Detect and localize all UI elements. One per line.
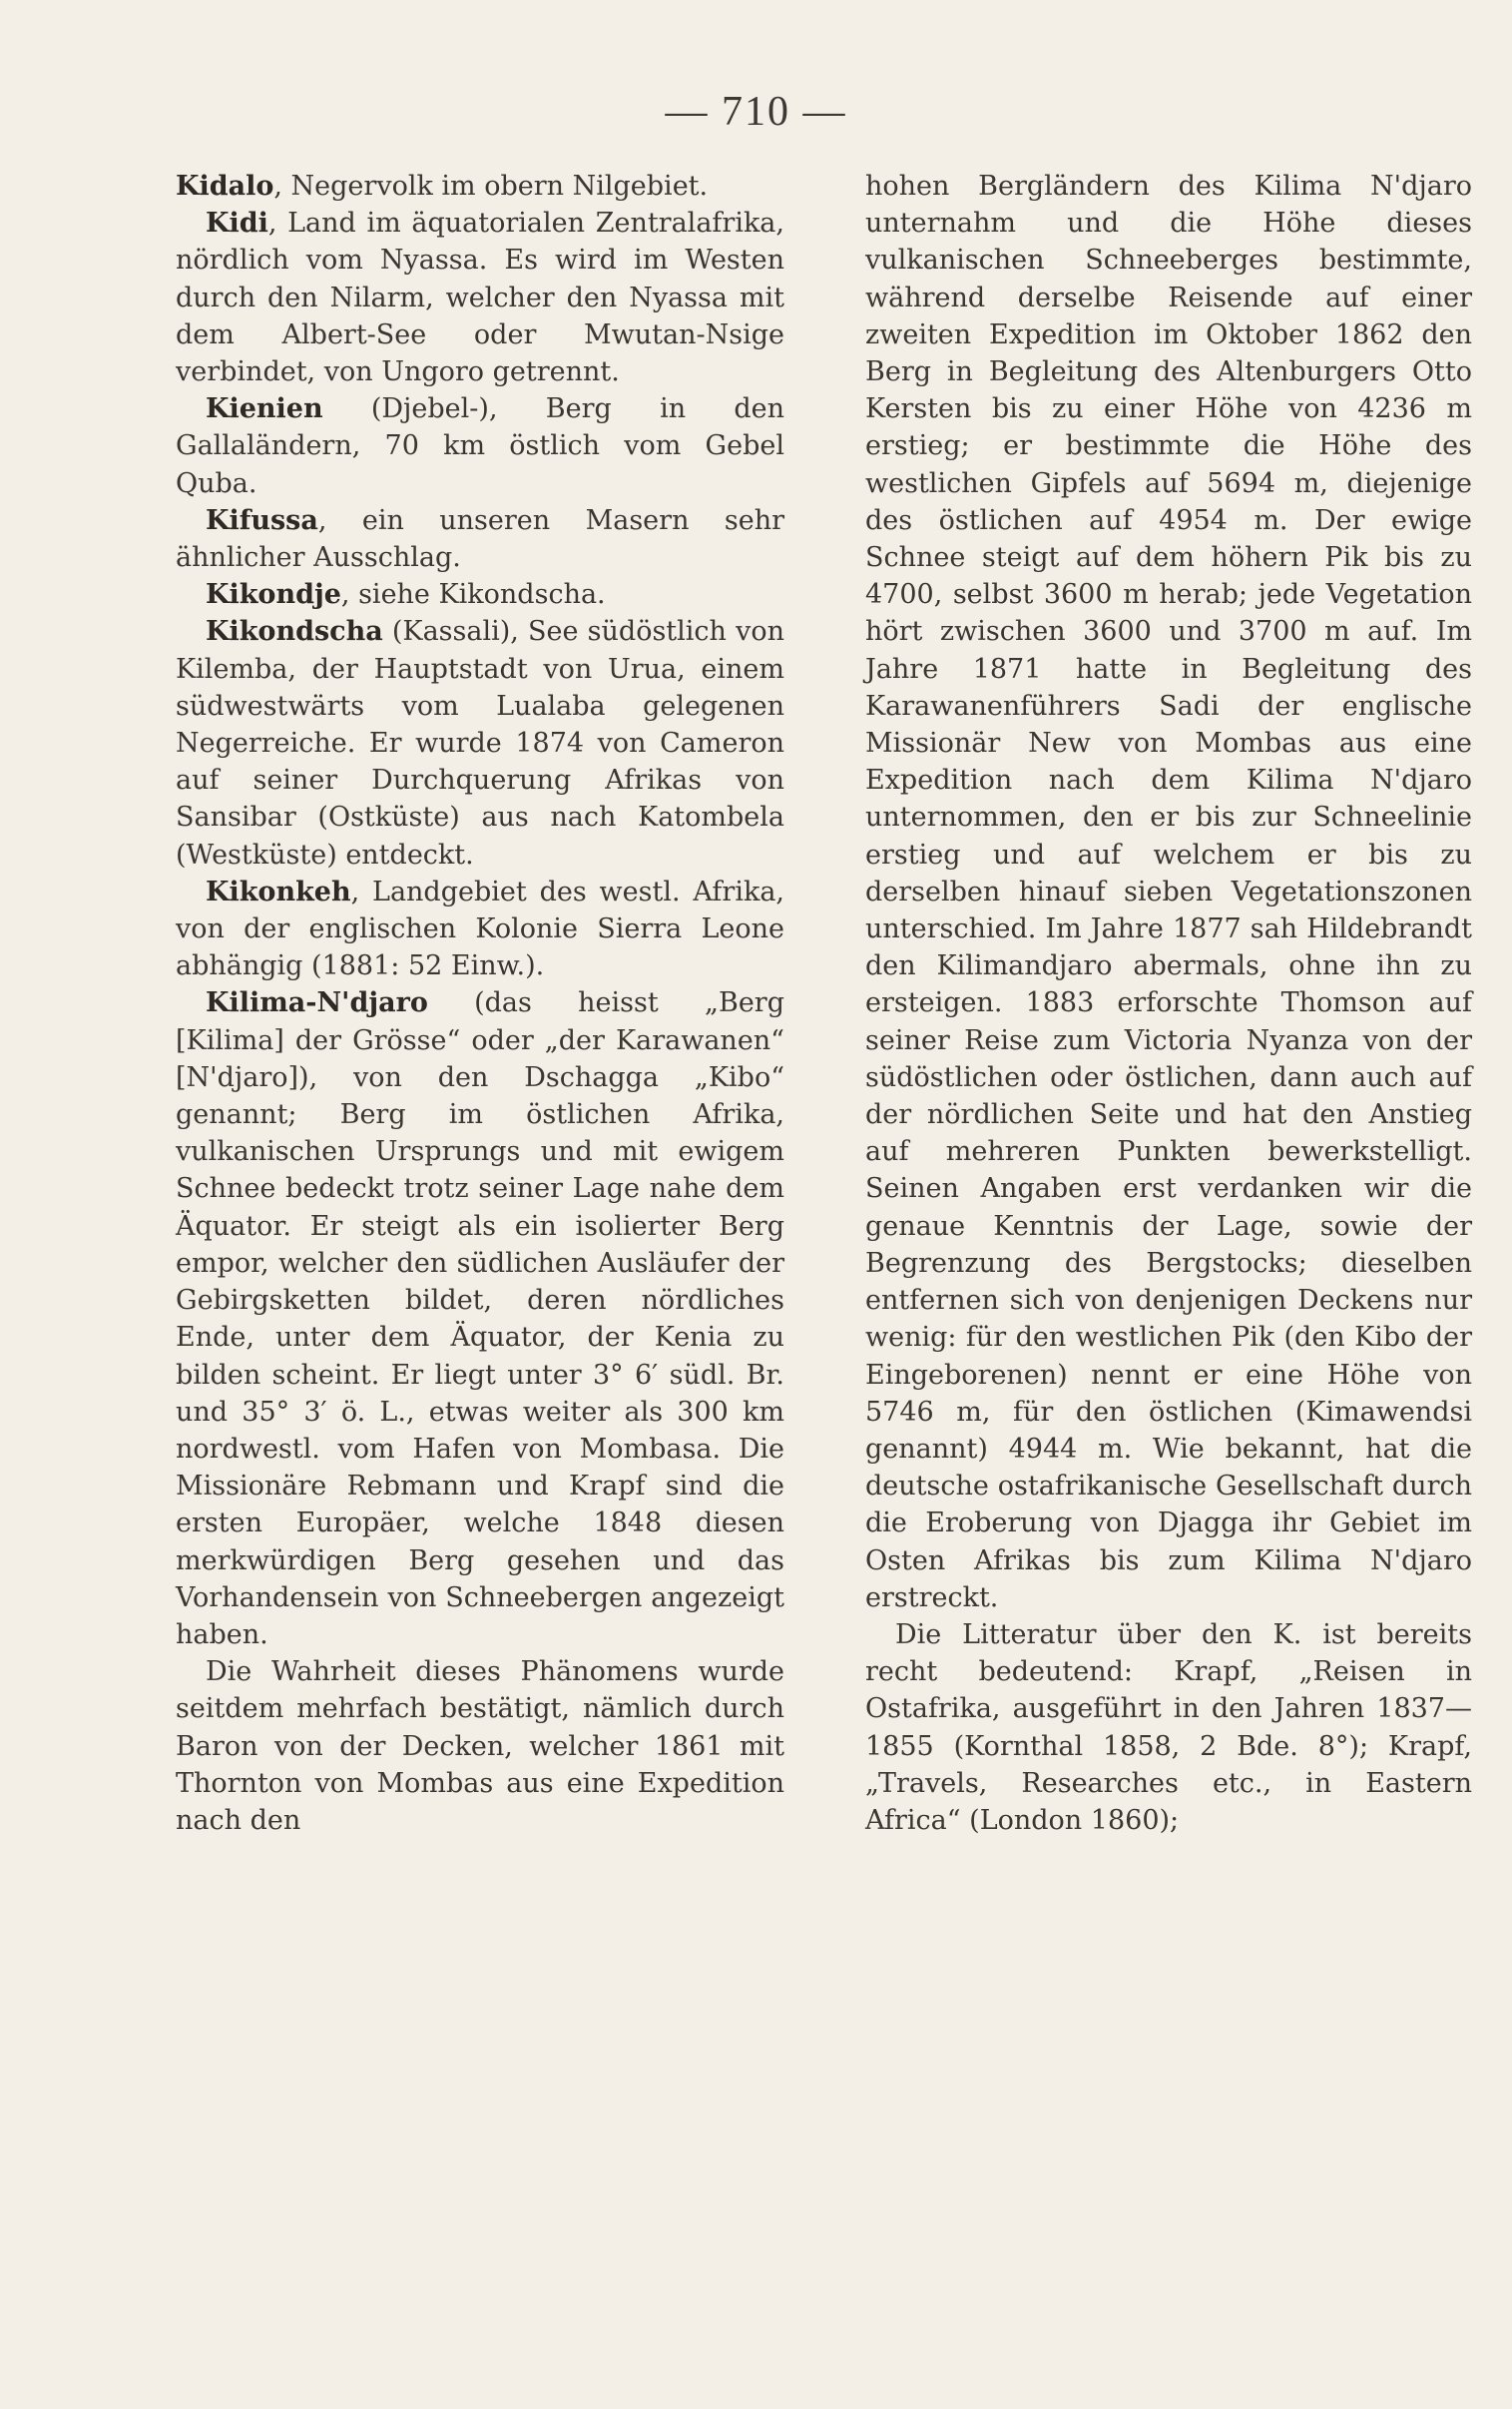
page-number: — 710 — [665, 89, 847, 135]
headword: Kienien [206, 393, 323, 425]
entry-kifussa [176, 502, 784, 576]
headword: Kikonkeh [206, 876, 351, 907]
entry-text: hohen Bergländern des Kilima N'djaro unternahm und die Höhe dieses vulkanischen Schneeberges bestimmte, während derselbe Reisende auf einer zweiten Expedition im Oktober 1862 den Berg in Begleitung des Altenburgers Otto Kersten bis zu einer Höhe von 4236 m erstieg; er bestimmte die Höhe des westlichen Gipfels auf 5694 m, diejenige des östlichen auf 4954 m. Der ewige Schnee steigt auf dem höhern Pik bis zu 4700, selbst 3600 m herab; jede Vegetation hört zwischen 3600 und 3700 m auf. Im Jahre 1871 hatte in Begleitung des Karawanenführers Sadi der englische Missionär New von Mombas aus eine Expedition nach dem Kilima N'djaro unternommen, den er bis zur Schneelinie erstieg und auf welchem er bis zu derselben hinauf sieben Vegetationszonen unterschied. Im Jahre 1877 sah Hildebrandt den Kilimandjaro abermals, ohne ihn zu ersteigen. 1883 erforschte Thomson auf seiner Reise zum Victoria Nyanza von der südöstlichen oder östlichen, dann auch auf der nördlichen Seite und hat den Anstieg auf mehreren Punkten bewerkstelligt. Seinen Angaben erst verdanken wir die genaue Kenntnis der Lage, sowie der Begrenzung des Bergstocks; dieselben entfernen sich von denjenigen Deckens nur wenig: für den westlichen Pik (den Kibo der Eingeborenen) nennt er eine Höhe von 5746 m, für den östlichen (Kimawendsi genannt) 4944 m. Wie bekannt, hat die deutsche ostafrikanische Gesellschaft durch die Eroberung von Djagga ihr Gebiet im Osten Afrikas bis zum Kilima N'djaro erstreckt. [865, 171, 1472, 1613]
entry-kikondscha [176, 613, 784, 873]
headword: Kifussa [206, 504, 318, 536]
entry-text: , ein unseren Masern sehr ähnlicher Ausschlag. [176, 504, 784, 574]
entry-kilima-ndjaro [176, 984, 784, 1653]
entry-continued [865, 168, 1472, 1616]
left-column [176, 168, 784, 1839]
entry-kidalo [176, 168, 784, 205]
entry-text: (das heisst „Berg [Kilima] der Grösse“ oder „der Karawanen“ [N'djaro]), von den Dschagga „Kibo“ genannt; Berg im östlichen Afrika, vulkanischen Ursprungs und mit ewigem Schnee bedeckt trotz seiner Lage nahe dem Äquator. Er steigt als ein isolierter Berg empor, welcher den südlichen Ausläufer der Gebirgsketten bildet, deren nördliches Ende, unter dem Äquator, der Kenia zu bilden scheint. Er liegt unter 3° 6′ südl. Br. und 35° 3′ ö. L., etwas weiter als 300 km nordwestl. vom Hafen von Mombasa. Die Missionäre Rebmann und Krapf sind die ersten Europäer, welche 1848 diesen merkwürdigen Berg gesehen und das Vorhandensein von Schneebergen angezeigt haben. [176, 987, 784, 1650]
headword: Kikondscha [206, 616, 383, 648]
entry-text: , siehe Kikondscha. [340, 579, 606, 611]
entry-text: Die Litteratur über den K. ist bereits recht bedeutend: Krapf, „Reisen in Ostafrika, ausgeführt in den Jahren 1837—1855 (Kornthal 1858, 2 Bde. 8°); Krapf, „Travels, Researches etc., in Eastern Africa“ (London 1860); [865, 1618, 1472, 1836]
entry-text: (Djebel-), Berg in den Gallaländern, 70 km östlich vom Gebel Quba. [176, 393, 784, 499]
right-column [865, 168, 1472, 1839]
entry-kikonkeh [176, 874, 784, 985]
entry-text: Die Wahrheit dieses Phänomens wurde seitdem mehrfach bestätigt, nämlich durch Baron von der Decken, welcher 1861 mit Thornton von Mombas aus eine Expedition nach den [176, 1656, 784, 1836]
entry-text: , Land im äquatorialen Zentralafrika, nördlich vom Nyassa. Es wird im Westen durch den Nilarm, welcher den Nyassa mit dem Albert-See oder Mwutan-Nsige verbindet, von Ungoro getrennt. [176, 208, 784, 388]
entry-text: (Kassali), See südöstlich von Kilemba, der Hauptstadt von Urua, einem südwestwärts vom Lualaba gelegenen Negerreiche. Er wurde 1874 von Cameron auf seiner Durchquerung Afrikas von Sansibar (Ostküste) aus nach Katombela (Westküste) entdeckt. [176, 616, 784, 871]
headword: Kilima-N'djaro [206, 987, 428, 1019]
entry-continuation [176, 1653, 784, 1839]
entry-kienien [176, 390, 784, 502]
entry-kidi [176, 205, 784, 390]
headword: Kidi [206, 208, 268, 240]
entry-text: , Negervolk im obern Nilgebiet. [273, 171, 709, 202]
headword: Kikondje [206, 579, 341, 611]
entry-kikondje [176, 576, 784, 613]
entry-text: , Landgebiet des westl. Afrika, von der englischen Kolonie Sierra Leone abhängig (1881: 52 Einw.). [176, 876, 784, 982]
headword: Kidalo [176, 171, 274, 202]
entry-literature [865, 1616, 1472, 1839]
